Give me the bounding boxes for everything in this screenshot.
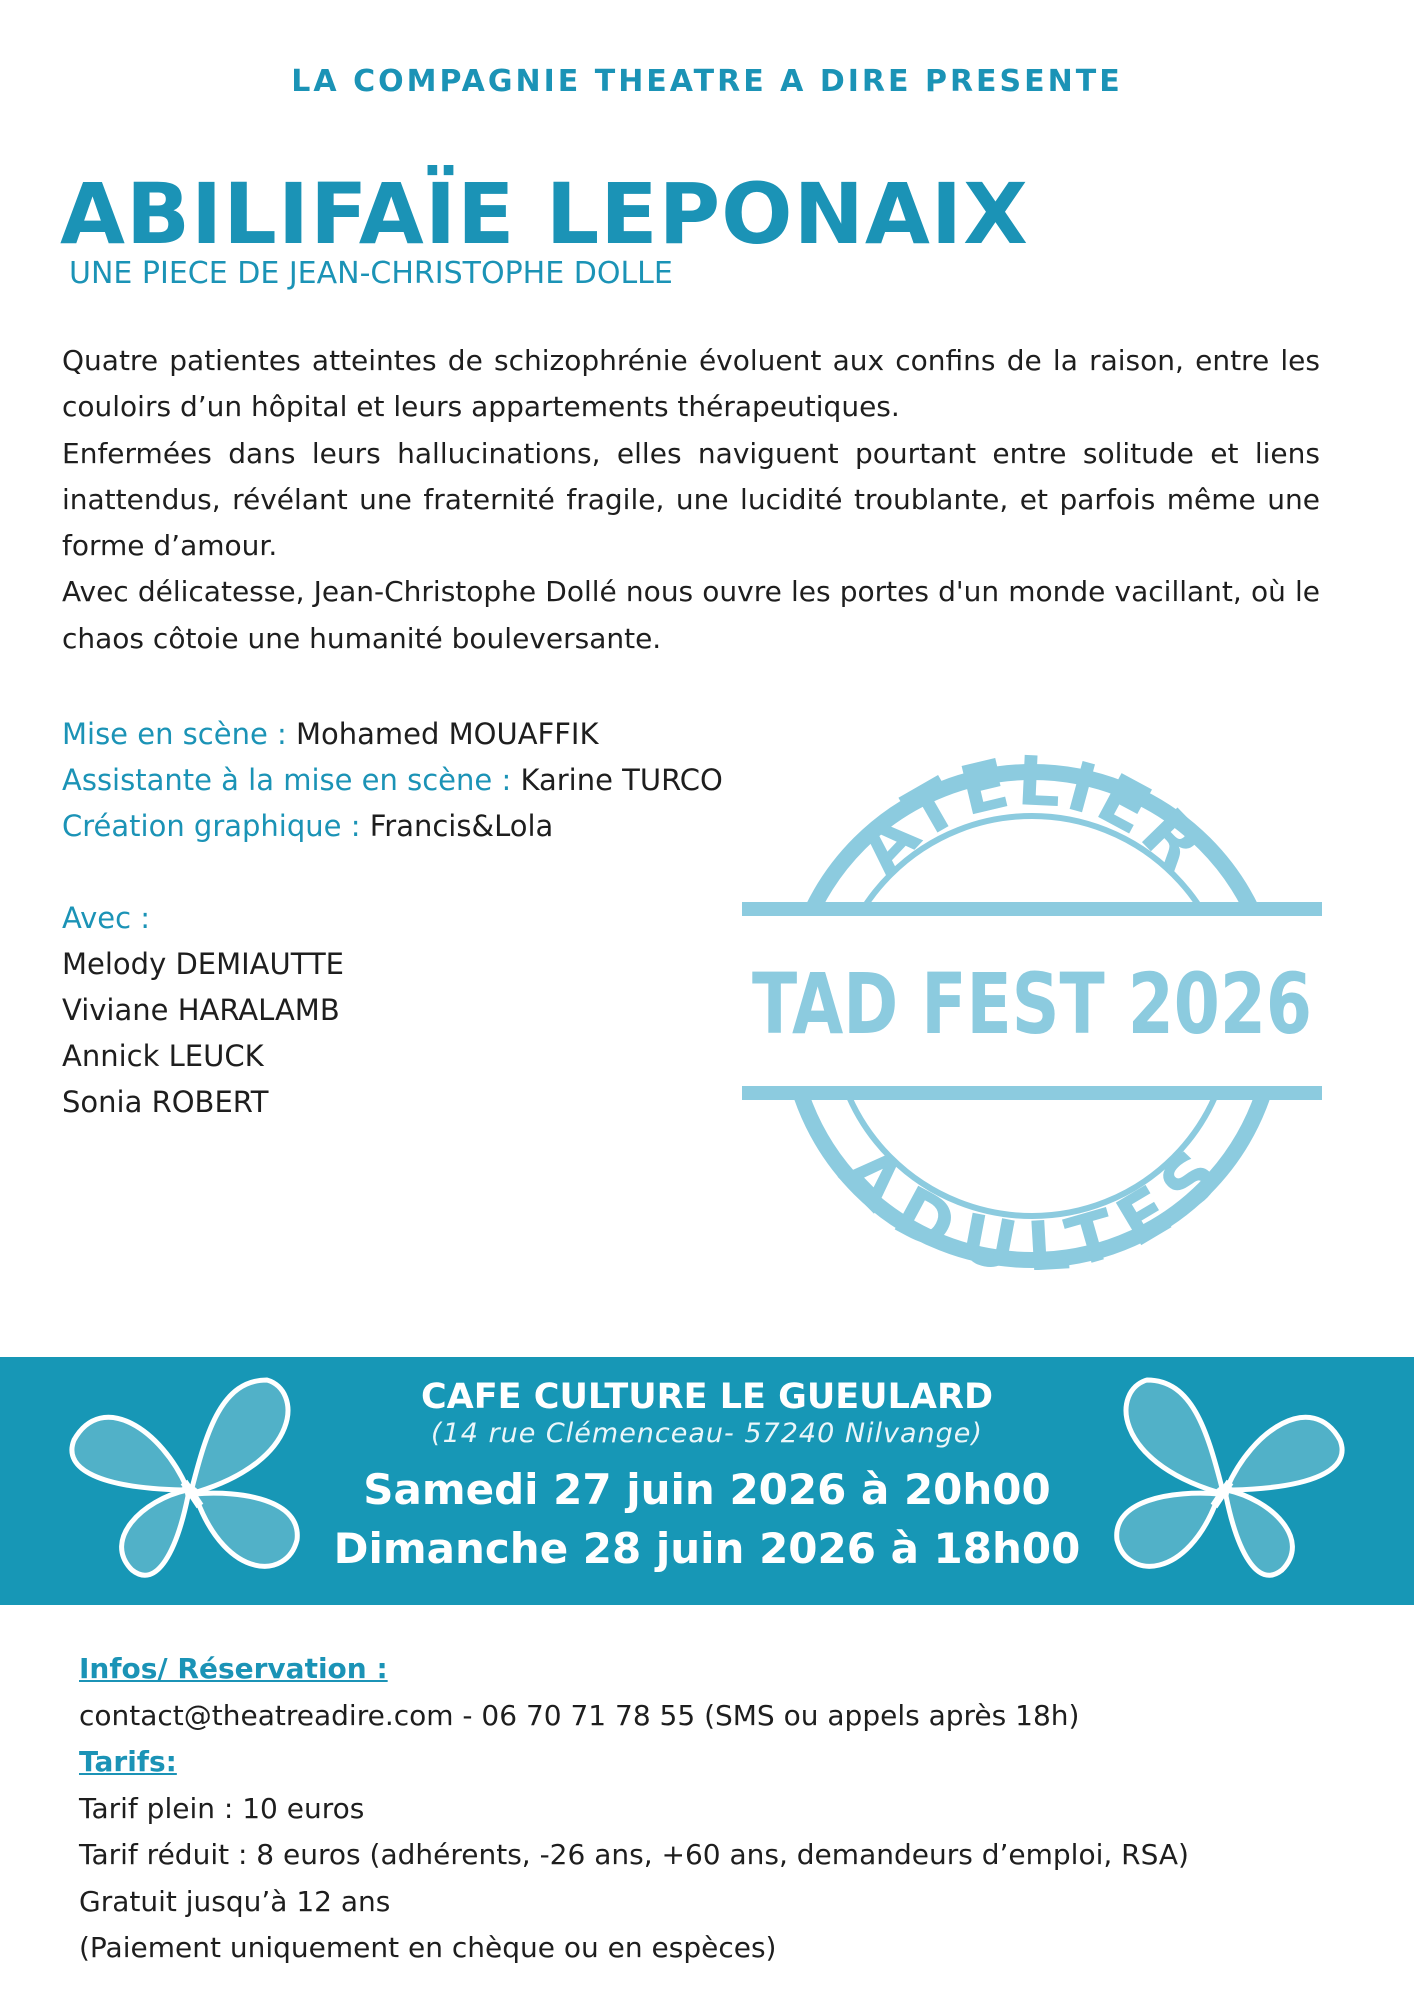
cast-member: Melody DEMIAUTTE: [62, 947, 344, 981]
play-title: ABILIFAÏE LEPONAIX: [60, 165, 1029, 263]
credits-list: [62, 711, 723, 849]
stamp-bar-top: [742, 902, 1322, 916]
credit-assistant: [62, 757, 723, 803]
stamp-center-text: TAD FEST 2026: [752, 955, 1312, 1053]
contact-line: contact@theatreadire.com - 06 70 71 78 55 (SMS ou appels après 18h): [79, 1698, 1080, 1732]
cast-member: Viviane HARALAMB: [62, 993, 340, 1027]
synopsis-paragraph: Enfermées dans leurs hallucinations, elles naviguent pourtant entre solitude et liens inattendus, révélant une fraternité fragile, une lucidité troublante, et parfois même une forme d’amour.: [62, 436, 1320, 563]
cast-member: Annick LEUCK: [62, 1039, 264, 1073]
synopsis-paragraph: Avec délicatesse, Jean-Christophe Dollé nous ouvre les portes d'un monde vacillant, où le chaos côtoie une humanité bouleversante.: [62, 575, 1320, 655]
tarif-plein: Tarif plein : 10 euros: [79, 1791, 365, 1825]
reservation-heading: Infos/ Réservation :: [79, 1652, 388, 1685]
venue-name: CAFE CULTURE LE GUEULARD: [421, 1377, 993, 1417]
performance-date-1: Samedi 27 juin 2026 à 20h00: [363, 1465, 1051, 1514]
synopsis: [62, 338, 1320, 662]
credit-direction: [62, 711, 723, 757]
payment-note: (Paiement uniquement en chèque ou en espèces): [79, 1931, 777, 1964]
venue-address: (14 rue Clémenceau- 57240 Nilvange): [431, 1418, 983, 1449]
stamp-bottom-text: ADULTES: [825, 1132, 1239, 1270]
stamp-bar-bottom: [742, 1086, 1322, 1100]
credit-label: Mise en scène :: [62, 717, 297, 751]
presenter-line: LA COMPAGNIE THEATRE A DIRE PRESENTE: [291, 64, 1123, 99]
stamp-top-text: ATELIER: [842, 750, 1222, 891]
performance-date-2: Dimanche 28 juin 2026 à 18h00: [333, 1524, 1081, 1573]
synopsis-paragraph: Quatre patientes atteintes de schizophrénie évoluent aux confins de la raison, entre les couloirs d’un hôpital et leurs appartements thérapeutiques.: [62, 344, 1320, 424]
credit-label: Assistante à la mise en scène :: [62, 763, 521, 797]
credit-value: Francis&Lola: [369, 809, 554, 843]
tarifs-heading: Tarifs:: [79, 1745, 177, 1778]
tarif-gratuit: Gratuit jusqu’à 12 ans: [79, 1884, 391, 1918]
credit-label: Création graphique :: [62, 809, 370, 843]
credit-graphics: [62, 803, 723, 849]
tarif-reduit: Tarif réduit : 8 euros (adhérents, -26 ans, +60 ans, demandeurs d’emploi, RSA): [79, 1838, 1189, 1871]
play-author: UNE PIECE DE JEAN-CHRISTOPHE DOLLE: [69, 256, 673, 291]
info-section: [79, 1646, 1189, 1972]
cast-member: Sonia ROBERT: [62, 1085, 269, 1119]
cast-list: [62, 895, 344, 1125]
festival-stamp: [742, 750, 1322, 1270]
credit-value: Karine TURCO: [520, 763, 723, 797]
credit-value: Mohamed MOUAFFIK: [296, 717, 599, 751]
cast-label: Avec :: [62, 901, 151, 935]
